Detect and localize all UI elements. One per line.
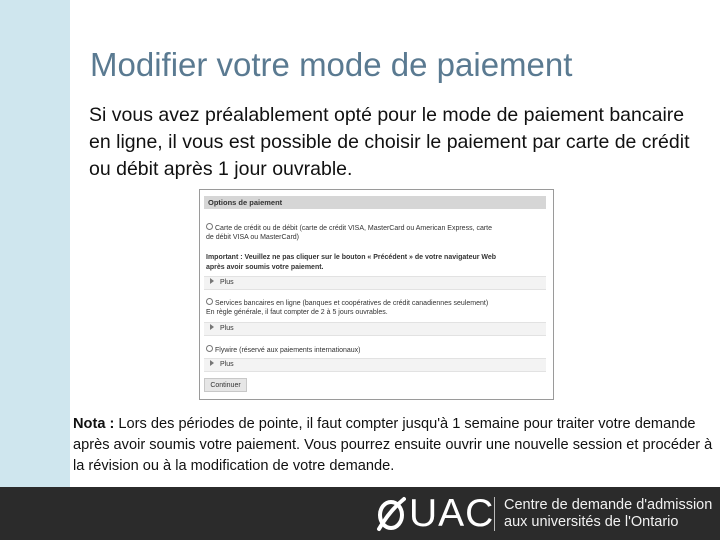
continue-button[interactable]: Continuer [204,378,247,392]
important-warning-2: après avoir soumis votre paiement. [206,264,324,271]
option-online-banking[interactable] [206,298,488,309]
note-paragraph [73,414,713,477]
intro-paragraph: Si vous avez préalablement opté pour le mode de paiement bancaire en ligne, il vous est possible de choisir le paiement par carte de crédit ou débit après 1 jour ouvrable. [89,104,690,180]
plus-toggle-credit[interactable] [204,276,546,290]
option-credit-card-label-2: de débit VISA ou MasterCard) [206,234,299,241]
plus-label: Plus [220,325,234,332]
org-name-line-2: aux universités de l'Ontario [504,514,679,530]
payment-options-header: Options de paiement [204,196,546,209]
expand-triangle-icon [210,324,214,330]
ouac-logo-icon [376,495,406,533]
org-name-line-1: Centre de demande d'admission [504,497,713,513]
radio-flywire[interactable] [206,345,213,352]
option-flywire[interactable] [206,345,361,356]
radio-credit-card[interactable] [206,223,213,230]
online-banking-note: En règle générale, il faut compter de 2 à 5 jours ouvrables. [206,309,388,316]
payment-options-screenshot [199,189,554,400]
important-warning: Important : Veuillez ne pas cliquer sur le bouton « Précédent » de votre navigateur Web [206,254,497,261]
radio-online-banking[interactable] [206,298,213,305]
note-text: Lors des périodes de pointe, il faut compter jusqu'à 1 semaine pour traiter votre demande après avoir soumis votre paiement. Vous pourrez ensuite ouvrir une nouvelle session et procéder à la révision ou à la modification de votre demande. [73,416,713,474]
logo-divider [494,497,495,531]
plus-label: Plus [220,361,234,368]
option-credit-card[interactable] [206,223,492,234]
option-credit-card-label: Carte de crédit ou de débit (carte de crédit VISA, MasterCard ou American Express, carte [215,225,493,232]
logo-text: UAC [409,492,495,535]
plus-label: Plus [220,279,234,286]
plus-toggle-flywire[interactable] [204,358,546,372]
option-online-banking-label: Services bancaires en ligne (banques et coopératives de crédit canadiennes seulement) [215,300,489,307]
organization-name [504,497,712,531]
note-label: Nota : [73,416,115,432]
plus-toggle-bank[interactable] [204,322,546,336]
slide-title: Modifier votre mode de paiement [90,46,573,83]
expand-triangle-icon [210,278,214,284]
left-accent-bar [0,0,70,487]
option-flywire-label: Flywire (réservé aux paiements internationaux) [215,347,361,354]
expand-triangle-icon [210,360,214,366]
